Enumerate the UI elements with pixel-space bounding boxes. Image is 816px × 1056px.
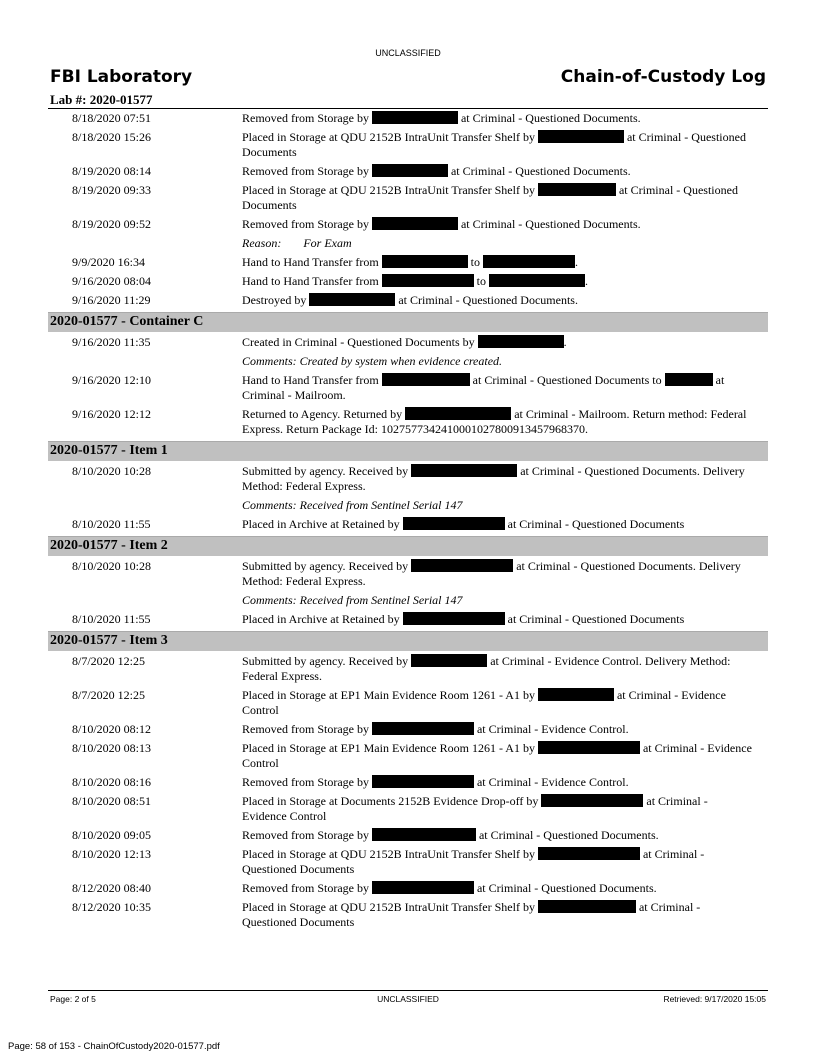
entry-text: at Criminal - Questioned Documents	[507, 612, 685, 626]
entry-text: at Criminal - Questioned Documents	[242, 183, 738, 212]
entry-text: at Criminal - Mailroom. Return method: Federal Express. Return Package Id: 1027577342410001027800913457968370.	[242, 407, 747, 436]
entry-text: .	[563, 335, 567, 349]
entry-datetime: 9/16/2020 12:10	[72, 373, 152, 387]
redaction-block	[382, 255, 468, 268]
log-entry	[48, 111, 768, 126]
entry-datetime: 8/10/2020 12:13	[72, 847, 152, 861]
entry-description	[242, 293, 754, 308]
redaction-block	[372, 828, 476, 841]
entry-description	[242, 373, 754, 403]
entry-text: at Criminal - Mailroom.	[242, 373, 725, 402]
redaction-block	[403, 612, 505, 625]
entry-comment: Comments: Received from Sentinel Serial 147	[242, 498, 463, 512]
entry-text: at Criminal - Questioned Documents.	[476, 881, 657, 895]
entry-text: Submitted by agency. Received by	[242, 559, 409, 573]
entry-text: Removed from Storage by	[242, 828, 369, 842]
entry-datetime: 8/10/2020 08:16	[72, 775, 152, 789]
log-entry	[48, 373, 768, 403]
entry-text: Placed in Archive at Retained by	[242, 517, 400, 531]
entry-description	[242, 741, 754, 771]
classification-bottom: UNCLASSIFIED	[377, 994, 439, 1004]
entry-text: Placed in Archive at Retained by	[242, 612, 400, 626]
entry-text: to	[470, 255, 480, 269]
entry-text: .	[575, 255, 578, 269]
page-number: Page: 2 of 5	[50, 994, 96, 1004]
redaction-block	[372, 881, 474, 894]
entry-datetime: 8/10/2020 11:55	[72, 517, 151, 531]
entry-description	[242, 255, 754, 270]
pdf-page-footer: Page: 58 of 153 - ChainOfCustody2020-01577.pdf	[8, 1041, 220, 1052]
entry-text: Placed in Storage at Documents 2152B Evidence Drop-off by	[242, 794, 539, 808]
log-entry	[48, 847, 768, 877]
log-entry	[48, 741, 768, 771]
entry-datetime: 8/10/2020 08:12	[72, 722, 152, 736]
entry-text: Submitted by agency. Received by	[242, 464, 409, 478]
entry-datetime: 9/16/2020 11:35	[72, 335, 151, 349]
lab-number: Lab #: 2020-01577	[50, 92, 153, 107]
entry-datetime: 9/16/2020 11:29	[72, 293, 151, 307]
redaction-block	[483, 255, 575, 268]
entry-reason	[242, 236, 754, 251]
redaction-block	[372, 217, 458, 230]
log-entry	[48, 217, 768, 251]
container-c-entries	[48, 335, 768, 437]
entry-text: at Criminal - Evidence Control	[242, 794, 708, 823]
entry-description	[242, 828, 754, 843]
entry-text: at Criminal - Evidence Control.	[476, 775, 629, 789]
entry-datetime: 9/16/2020 08:04	[72, 274, 152, 288]
entry-text: at Criminal - Questioned Documents.	[398, 293, 578, 307]
entry-text: Placed in Storage at QDU 2152B IntraUnit Transfer Shelf by	[242, 847, 535, 861]
retrieved-timestamp: Retrieved: 9/17/2020 15:05	[663, 994, 766, 1004]
log-entry	[48, 900, 768, 930]
log-entry	[48, 517, 768, 532]
redaction-block	[411, 559, 513, 572]
entry-text: at Criminal - Questioned Documents.	[450, 164, 631, 178]
redaction-block	[478, 335, 564, 348]
redaction-block	[411, 654, 487, 667]
entry-text: at Criminal - Questioned Documents	[242, 130, 746, 159]
entry-description	[242, 881, 754, 896]
entry-datetime: 8/12/2020 10:35	[72, 900, 152, 914]
log-entry	[48, 407, 768, 437]
entry-datetime: 8/10/2020 08:51	[72, 794, 152, 808]
redaction-block	[309, 293, 395, 306]
entry-datetime: 8/19/2020 09:33	[72, 183, 152, 197]
redaction-block	[665, 373, 713, 386]
redaction-block	[538, 847, 640, 860]
log-entry	[48, 130, 768, 160]
entry-text: at Criminal - Questioned Documents.	[460, 217, 641, 231]
entry-text: at Criminal - Questioned Documents.	[478, 828, 659, 842]
redaction-block	[538, 900, 636, 913]
entry-description	[242, 654, 754, 684]
entry-text: Hand to Hand Transfer from	[242, 255, 379, 269]
entry-description	[242, 612, 754, 627]
log-entry	[48, 183, 768, 213]
entry-datetime: 8/10/2020 09:05	[72, 828, 152, 842]
log-entry	[48, 722, 768, 737]
entry-datetime: 8/18/2020 07:51	[72, 111, 152, 125]
entry-text: at Criminal - Questioned Documents	[242, 847, 705, 876]
entry-datetime: 8/19/2020 09:52	[72, 217, 152, 231]
redaction-block	[372, 111, 458, 124]
entry-datetime: 8/12/2020 08:40	[72, 881, 152, 895]
entry-text: Removed from Storage by	[242, 111, 369, 125]
log-entry	[48, 654, 768, 684]
entry-description	[242, 464, 754, 513]
entry-datetime: 8/7/2020 12:25	[72, 654, 146, 668]
redaction-block	[382, 274, 474, 287]
redaction-block	[382, 373, 470, 386]
entry-text: to	[476, 274, 486, 288]
entry-text: Hand to Hand Transfer from	[242, 373, 379, 387]
redaction-block	[403, 517, 505, 530]
entry-text: at Criminal - Evidence Control	[242, 741, 752, 770]
entry-description	[242, 217, 754, 251]
entry-datetime: 8/19/2020 08:14	[72, 164, 152, 178]
entry-description	[242, 274, 754, 289]
reason-label: Reason:	[242, 236, 282, 250]
entry-text: Removed from Storage by	[242, 881, 369, 895]
entry-text: at Criminal - Evidence Control. Delivery Method: Federal Express.	[242, 654, 731, 683]
classification-top: UNCLASSIFIED	[375, 48, 441, 58]
log-entry	[48, 828, 768, 843]
redaction-block	[372, 722, 474, 735]
entry-text: Hand to Hand Transfer from	[242, 274, 379, 288]
log-entry	[48, 794, 768, 824]
entry-text: Placed in Storage at EP1 Main Evidence Room 1261 - A1 by	[242, 741, 535, 755]
entry-datetime: 8/10/2020 11:55	[72, 612, 151, 626]
entry-description	[242, 722, 754, 737]
entry-description	[242, 517, 754, 532]
document-title: Chain-of-Custody Log	[560, 67, 766, 87]
section-header-item-3: 2020-01577 - Item 3	[48, 631, 768, 651]
redaction-block	[405, 407, 511, 420]
entry-datetime: 8/18/2020 15:26	[72, 130, 152, 144]
redaction-block	[411, 464, 517, 477]
entry-description	[242, 559, 754, 608]
entry-text: Placed in Storage at QDU 2152B IntraUnit Transfer Shelf by	[242, 900, 535, 914]
redaction-block	[538, 130, 624, 143]
entry-text: at Criminal - Questioned Documents to	[472, 373, 662, 387]
entry-text: at Criminal - Questioned Documents. Delivery Method: Federal Express.	[242, 464, 745, 493]
item-1-entries	[48, 464, 768, 532]
item-2-entries	[48, 559, 768, 627]
entry-comment: Comments: Received from Sentinel Serial 147	[242, 593, 463, 607]
log-content	[48, 111, 768, 934]
entry-datetime: 8/10/2020 10:28	[72, 559, 152, 573]
section-header-item-1: 2020-01577 - Item 1	[48, 441, 768, 461]
log-entry	[48, 255, 768, 270]
entry-description	[242, 847, 754, 877]
log-entry	[48, 688, 768, 718]
entry-description	[242, 775, 754, 790]
entry-description	[242, 900, 754, 930]
redaction-block	[372, 164, 448, 177]
entry-text: Removed from Storage by	[242, 775, 369, 789]
entry-datetime: 9/9/2020 16:34	[72, 255, 146, 269]
org-title: FBI Laboratory	[50, 67, 193, 87]
redaction-block	[541, 794, 643, 807]
footer-divider	[48, 990, 768, 991]
redaction-block	[372, 775, 474, 788]
entry-description	[242, 794, 754, 824]
log-entry	[48, 274, 768, 289]
redaction-block	[538, 183, 616, 196]
entry-text: Placed in Storage at EP1 Main Evidence Room 1261 - A1 by	[242, 688, 535, 702]
entry-text: at Criminal - Questioned Documents. Delivery Method: Federal Express.	[242, 559, 741, 588]
log-entry	[48, 881, 768, 896]
entry-description	[242, 111, 754, 126]
log-entry	[48, 612, 768, 627]
entry-text: Submitted by agency. Received by	[242, 654, 409, 668]
redaction-block	[538, 688, 614, 701]
entry-description	[242, 688, 754, 718]
entry-description	[242, 183, 754, 213]
redaction-block	[538, 741, 640, 754]
entry-text: Destroyed by	[242, 293, 307, 307]
log-entry	[48, 164, 768, 179]
entry-text: Removed from Storage by	[242, 164, 369, 178]
redaction-block	[489, 274, 585, 287]
entry-comment: Comments: Created by system when evidence created.	[242, 354, 503, 368]
entry-text: Placed in Storage at QDU 2152B IntraUnit Transfer Shelf by	[242, 130, 535, 144]
entry-datetime: 8/7/2020 12:25	[72, 688, 146, 702]
entry-text: Returned to Agency. Returned by	[242, 407, 403, 421]
entry-description	[242, 130, 754, 160]
entry-text: Removed from Storage by	[242, 217, 369, 231]
entry-text: at Criminal - Evidence Control.	[476, 722, 629, 736]
entry-text: at Criminal - Evidence Control	[242, 688, 726, 717]
reason-value: For Exam	[303, 236, 352, 250]
log-entry	[48, 775, 768, 790]
log-entry	[48, 293, 768, 308]
log-entry	[48, 335, 768, 369]
entry-text: at Criminal - Questioned Documents.	[460, 111, 641, 125]
entry-datetime: 9/16/2020 12:12	[72, 407, 152, 421]
log-entry	[48, 559, 768, 608]
header-divider	[48, 108, 768, 109]
section-header-item-2: 2020-01577 - Item 2	[48, 536, 768, 556]
continued-entries	[48, 111, 768, 308]
entry-text: at Criminal - Questioned Documents	[242, 900, 701, 929]
entry-description	[242, 335, 754, 369]
entry-description	[242, 164, 754, 179]
entry-datetime: 8/10/2020 08:13	[72, 741, 152, 755]
entry-text: at Criminal - Questioned Documents	[507, 517, 685, 531]
item-3-entries	[48, 654, 768, 930]
log-entry	[48, 464, 768, 513]
entry-text: .	[585, 274, 588, 288]
entry-description	[242, 407, 754, 437]
entry-text: Created in Criminal - Questioned Documents by	[242, 335, 475, 349]
entry-datetime: 8/10/2020 10:28	[72, 464, 152, 478]
entry-text: Placed in Storage at QDU 2152B IntraUnit Transfer Shelf by	[242, 183, 535, 197]
entry-text: Removed from Storage by	[242, 722, 369, 736]
section-header-container-c: 2020-01577 - Container C	[48, 312, 768, 332]
